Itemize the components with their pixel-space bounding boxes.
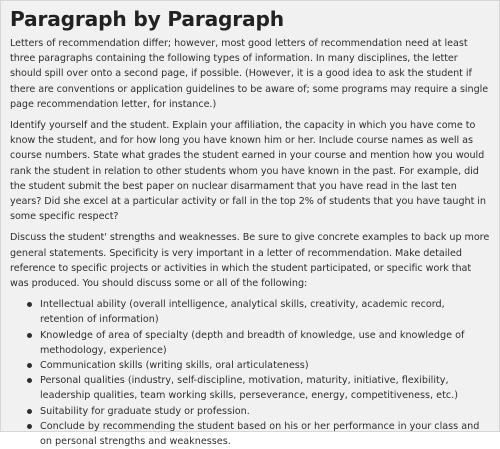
list-item: Conclude by recommending the student based on his or her performance in your class and on personal strengths and weaknesses. xyxy=(26,419,490,449)
list-item: Suitability for graduate study or profession. xyxy=(26,404,490,419)
list-item: Personal qualities (industry, self-discipline, motivation, maturity, initiative, flexibility, leadership qualities, team working skills, perseverance, energy, competitiveness, etc.) xyxy=(26,373,490,403)
qualities-list xyxy=(10,297,490,449)
list-item: Intellectual ability (overall intelligence, analytical skills, creativity, academic record, retention of information) xyxy=(26,297,490,327)
page-title: Paragraph by Paragraph xyxy=(10,7,284,31)
paragraph-strengths: Discuss the student' strengths and weaknesses. Be sure to give concrete examples to back up more general statements. Specificity is very important in a letter of recommendation. Make detailed reference to specific projects or activities in which the student participated, or specific work that was produced. You should discuss some or all of the following: xyxy=(10,232,490,290)
list-item: Knowledge of area of specialty (depth and breadth of knowledge, use and knowledge of methodology, experience) xyxy=(26,328,490,358)
paragraph-identify: Identify yourself and the student. Explain your affiliation, the capacity in which you have come to know the student, and for how long you have known him or her. Include course names as well as course numbers. State what grades the student earned in your course and mention how you would rank the student in relation to other students whom you have known in the past. For example, did the student submit the best paper on nuclear disarmament that you have read in the last ten years? Did she excel at a particular activity or fall in the top 2% of students that you have taught in some specific respect? xyxy=(10,120,486,223)
list-item: Communication skills (writing skills, oral articulateness) xyxy=(26,358,490,373)
paragraph-intro: Letters of recommendation differ; however, most good letters of recommendation need at least three paragraphs containing the following types of information. In many disciplines, the letter should spill over onto a second page, if possible. (However, it is a good idea to ask the student if there are conventions or application guidelines to be aware of; some programs may require a single page recommendation letter, for instance.) xyxy=(10,38,489,110)
